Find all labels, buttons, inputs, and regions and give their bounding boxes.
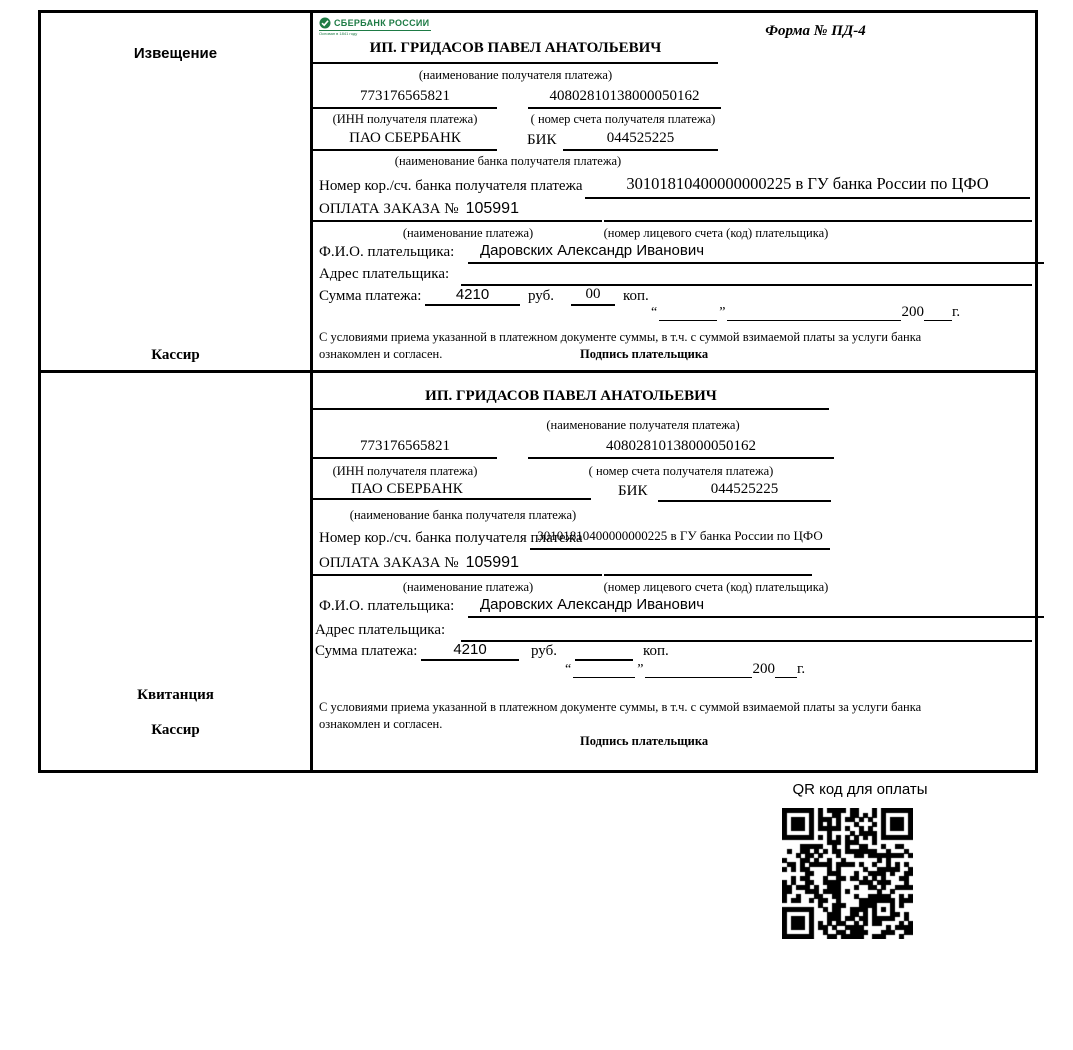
corr-account-label: Номер кор./сч. банка получателя платежа: [319, 530, 583, 546]
bik-value: 044525225: [563, 130, 718, 151]
receipt-section: [313, 373, 1032, 764]
form-number: Форма № ПД-4: [765, 23, 866, 39]
year-blank-line: [775, 662, 797, 678]
amount-label: Сумма платежа:: [315, 643, 418, 659]
payment-caption: (наименование платежа): [402, 580, 534, 594]
payment-purpose: ОПЛАТА ЗАКАЗА №: [319, 555, 459, 571]
date-row: [649, 304, 960, 321]
year-suffix: г.: [951, 304, 961, 320]
cashier-label-receipt: Кассир: [151, 722, 200, 738]
close-quote: ”: [719, 305, 726, 320]
open-quote: “: [651, 305, 658, 320]
corr-account-value: 30101810400000000225 в ГУ банка России по ЦФО: [585, 174, 1030, 199]
account-caption: ( номер счета получателя платежа): [588, 464, 774, 478]
payer-account-caption: (номер лицевого счета (код) плательщика): [603, 580, 829, 594]
bik-value: 044525225: [658, 481, 831, 502]
agreement-line1: С условиями приема указанной в платежном документе суммы, в т.ч. с суммой взимаемой платы за услуги банка: [319, 700, 922, 714]
payer-address-line: [461, 264, 1032, 286]
kopecks-value: [575, 641, 633, 661]
payer-address-label: Адрес плательщика:: [319, 266, 450, 282]
month-blank-line: [645, 662, 752, 678]
payer-account-line: [604, 200, 1032, 222]
bank-caption: (наименование банка получателя платежа): [349, 508, 577, 522]
account-value: 40802810138000050162: [528, 88, 721, 109]
inn-value: 773176565821: [313, 88, 497, 109]
year-suffix: г.: [796, 661, 806, 677]
day-blank-line: [573, 662, 635, 678]
bank-name-value: ПАО СБЕРБАНК: [313, 481, 591, 500]
payer-name-value: Даровских Александр Иванович: [468, 596, 1044, 618]
inn-caption: (ИНН получателя платежа): [332, 112, 478, 126]
payment-purpose-field: [313, 200, 602, 222]
logo-tagline: Основан в 1841 году: [319, 31, 358, 36]
pd4-form-table: [38, 10, 1038, 773]
payer-account-line: [604, 554, 812, 576]
year-blank-line: [924, 305, 952, 321]
kopecks-value: 00: [571, 286, 615, 306]
account-value: 40802810138000050162: [528, 438, 834, 459]
signature-label: Подпись плательщика: [580, 347, 709, 361]
payment-caption: (наименование платежа): [402, 226, 534, 240]
recipient-caption: (наименование получателя платежа): [418, 68, 613, 82]
agreement-line2: ознакомлен и согласен.: [319, 717, 443, 731]
corr-account-value: 30101810400000000225 в ГУ банка России по ЦФО: [530, 528, 830, 550]
sberbank-logo-icon: [319, 17, 331, 29]
rub-label: руб.: [528, 288, 554, 304]
amount-label: Сумма платежа:: [319, 288, 422, 304]
kop-label: коп.: [643, 643, 669, 659]
corr-account-label: Номер кор./сч. банка получателя платежа: [319, 178, 583, 194]
kop-label: коп.: [623, 288, 649, 304]
payer-address-line: [461, 620, 1032, 642]
order-number: 105991: [465, 200, 519, 217]
payer-name-value: Даровских Александр Иванович: [468, 242, 1044, 264]
payer-account-caption: (номер лицевого счета (код) плательщика): [603, 226, 829, 240]
signature-label: Подпись плательщика: [580, 734, 709, 748]
day-blank-line: [659, 305, 717, 321]
year-prefix: 200: [752, 661, 775, 677]
bank-caption: (наименование банка получателя платежа): [394, 154, 622, 168]
agreement-line2: ознакомлен и согласен.: [319, 347, 443, 361]
notice-title: Извещение: [133, 45, 218, 62]
month-blank-line: [727, 305, 901, 321]
rub-label: руб.: [531, 643, 557, 659]
bank-name-value: ПАО СБЕРБАНК: [313, 130, 497, 151]
date-row: [563, 661, 805, 678]
inn-caption: (ИНН получателя платежа): [332, 464, 478, 478]
notice-section: [313, 13, 1032, 370]
sberbank-logo-text: СБЕРБАНК РОССИИ: [334, 18, 430, 28]
open-quote: “: [565, 662, 572, 677]
payer-name-label: Ф.И.О. плательщика:: [319, 244, 455, 260]
inn-value: 773176565821: [313, 438, 497, 459]
order-number: 105991: [465, 554, 519, 571]
recipient-caption: (наименование получателя платежа): [546, 418, 740, 432]
recipient-name: ИП. ГРИДАСОВ ПАВЕЛ АНАТОЛЬЕВИЧ: [313, 40, 718, 64]
payer-address-label: Адрес плательщика:: [315, 622, 446, 638]
payment-purpose: ОПЛАТА ЗАКАЗА №: [319, 201, 459, 217]
payer-name-label: Ф.И.О. плательщика:: [319, 598, 455, 614]
agreement-line1: С условиями приема указанной в платежном документе суммы, в т.ч. с суммой взимаемой платы за услуги банка: [319, 330, 922, 344]
cashier-label-notice: Кассир: [151, 347, 200, 363]
qr-caption: QR код для оплаты: [792, 781, 928, 798]
sberbank-logo: [319, 17, 449, 36]
amount-value: 4210: [425, 286, 520, 306]
close-quote: ”: [637, 662, 644, 677]
receipt-title: Квитанция: [137, 687, 214, 703]
account-caption: ( номер счета получателя платежа): [530, 112, 716, 126]
bik-label: БИК: [527, 132, 557, 148]
amount-value: 4210: [421, 641, 519, 661]
payment-purpose-field: [313, 554, 602, 576]
bik-label: БИК: [618, 483, 648, 499]
qr-code-image: [782, 808, 913, 939]
year-prefix: 200: [901, 304, 924, 320]
recipient-name: ИП. ГРИДАСОВ ПАВЕЛ АНАТОЛЬЕВИЧ: [313, 388, 829, 410]
